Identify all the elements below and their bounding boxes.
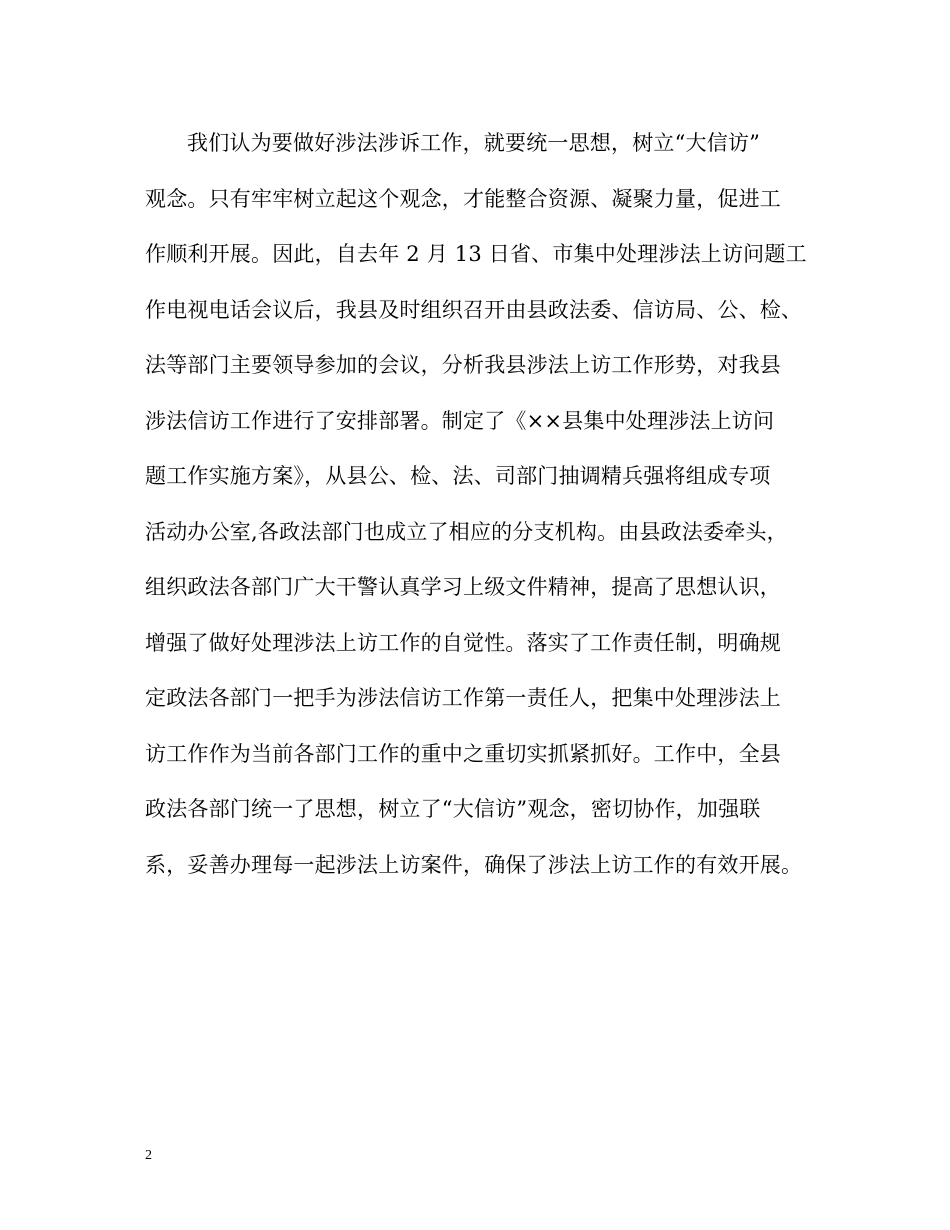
paragraph-line-5: 法等部门主要领导参加的会议，分析我县涉法上访工作形势，对我县 [145,353,781,377]
paragraph-line-14: 系，妥善办理每一起涉法上访案件，确保了涉法上访工作的有效开展。 [145,852,803,877]
paragraph-line-4: 作电视电话会议后，我县及时组织召开由县政法委、信访局、公、检、 [145,297,803,322]
paragraph-line-10: 增强了做好处理涉法上访工作的自觉性。落实了工作责任制，明确规 [145,630,781,655]
paragraph-line-8: 活动办公室,各政法部门也成立了相应的分支机构。由县政法委牵头， [145,519,788,544]
paragraph-line-3: 作顺利开展。因此，自去年 2 月 13 日省、市集中处理涉法上访问题工 [145,242,807,266]
paragraph-line-9: 组织政法各部门广大干警认真学习上级文件精神，提高了思想认识， [145,575,781,599]
page-number: 2 [145,1148,152,1163]
paragraph-line-7: 题工作实施方案》，从县公、检、法、司部门抽调精兵强将组成专项 [145,464,771,488]
paragraph-line-13: 政法各部门统一了思想，树立了“大信访”观念，密切协作，加强联 [145,797,761,821]
body-paragraph [145,121,810,898]
paragraph-line-2: 观念。只有牢牢树立起这个观念，才能整合资源、凝聚力量，促进工 [145,186,781,211]
paragraph-line-6: 涉法信访工作进行了安排部署。制定了《××县集中处理涉法上访问 [145,408,775,433]
paragraph-line-12: 访工作作为当前各部门工作的重中之重切实抓紧抓好。工作中，全县 [145,741,781,766]
paragraph-line-1: 我们认为要做好涉法涉诉工作，就要统一思想，树立“大信访” [187,131,761,155]
paragraph-line-11: 定政法各部门一把手为涉法信访工作第一责任人，把集中处理涉法上 [145,686,781,710]
